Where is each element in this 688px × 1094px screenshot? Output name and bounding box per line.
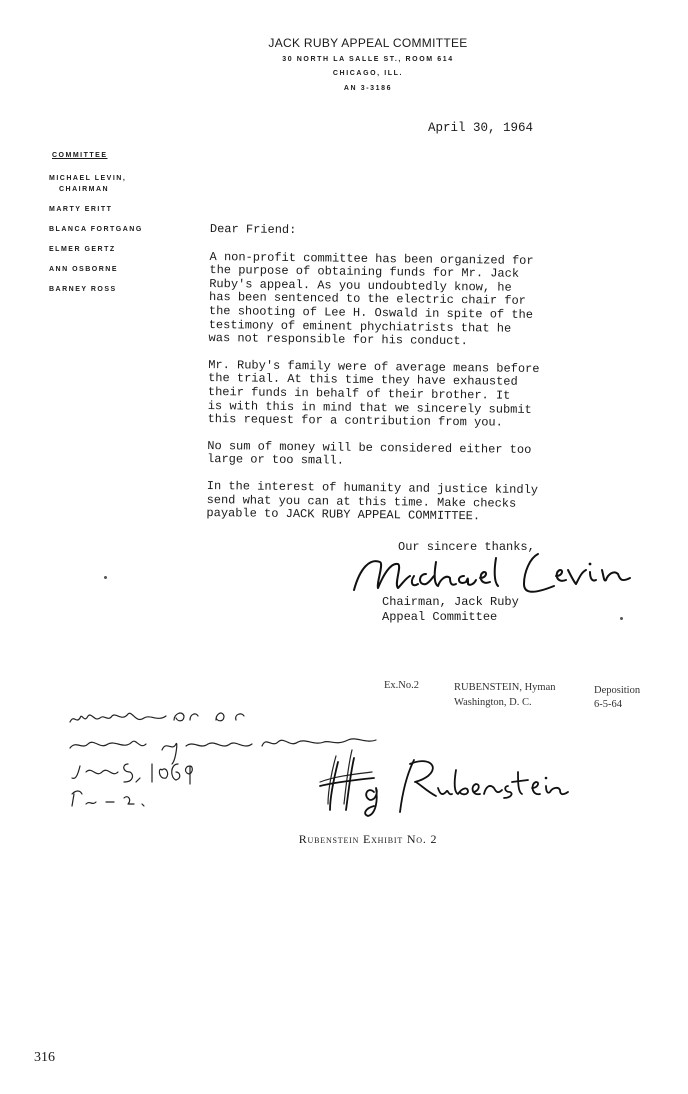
- rubenstein-signature: [318, 752, 578, 822]
- committee-member: [49, 173, 143, 195]
- committee-list: [49, 152, 143, 304]
- committee-heading: COMMITTEE: [52, 152, 108, 159]
- letterhead-city: CHICAGO, ILL.: [332, 70, 404, 77]
- member-name: ANN OSBORNE: [49, 266, 119, 273]
- letter-paragraph: No sum of money will be considered either too large or too small.: [207, 438, 532, 468]
- letterhead-phone: AN 3-3186: [343, 85, 393, 92]
- exhibit-caption: Rubenstein Exhibit No. 2: [298, 832, 438, 846]
- letterhead-address: 30 NORTH LA SALLE ST., ROOM 614: [282, 56, 454, 63]
- member-name: BLANCA FORTGANG: [49, 226, 143, 233]
- member-name: MARTY ERITT: [49, 206, 113, 213]
- letterhead-title: JACK RUBY APPEAL COMMITTEE: [268, 36, 468, 50]
- member-name: BARNEY ROSS: [49, 286, 117, 293]
- member-role: CHAIRMAN: [59, 186, 110, 193]
- committee-member: [49, 264, 143, 275]
- stray-mark: [620, 617, 623, 620]
- committee-member: [49, 244, 143, 255]
- signatory-title: Chairman, Jack Ruby Appeal Committee: [382, 595, 519, 624]
- closing-line: Our sincere thanks,: [398, 540, 535, 554]
- letter-paragraph: Mr. Ruby's family were of average means before the trial. At this time they have exhausted their funds in behalf of their brother. It is with this in mind that we sincerely submit this request for a contribution from you.: [207, 357, 540, 430]
- exhibit-stamp-name: RUBENSTEIN, Hyman Washington, D. C.: [454, 682, 556, 708]
- letter-body: [206, 223, 590, 538]
- member-name: ELMER GERTZ: [49, 246, 116, 253]
- committee-member: [49, 284, 143, 295]
- letter-paragraph: In the interest of humanity and justice kindly send what you can at this time. Make checks payable to JACK RUBY APPEAL COMMITTEE.: [206, 478, 539, 524]
- committee-member: [49, 224, 143, 235]
- committee-member: [49, 204, 143, 215]
- letter-paragraph: A non-profit committee has been organized for the purpose of obtaining funds for Mr. Jack Ruby's appeal. As you undoubtedly know, he has been sentenced to the electric chair for the shooting of Lee H. Oswald in spite of the testimony of eminent phychiatrists that he was not responsible for his conduct.: [208, 249, 534, 349]
- salutation: Dear Friend:: [209, 222, 297, 238]
- exhibit-stamp-deposition: Deposition 6-5-64: [594, 685, 641, 710]
- stray-mark: [104, 576, 107, 579]
- letter-date: April 30, 1964: [428, 121, 534, 135]
- page-number: 316: [34, 1050, 55, 1065]
- exhibit-stamp-number: Ex.No.2: [384, 680, 419, 691]
- member-name: MICHAEL LEVIN,: [49, 175, 127, 182]
